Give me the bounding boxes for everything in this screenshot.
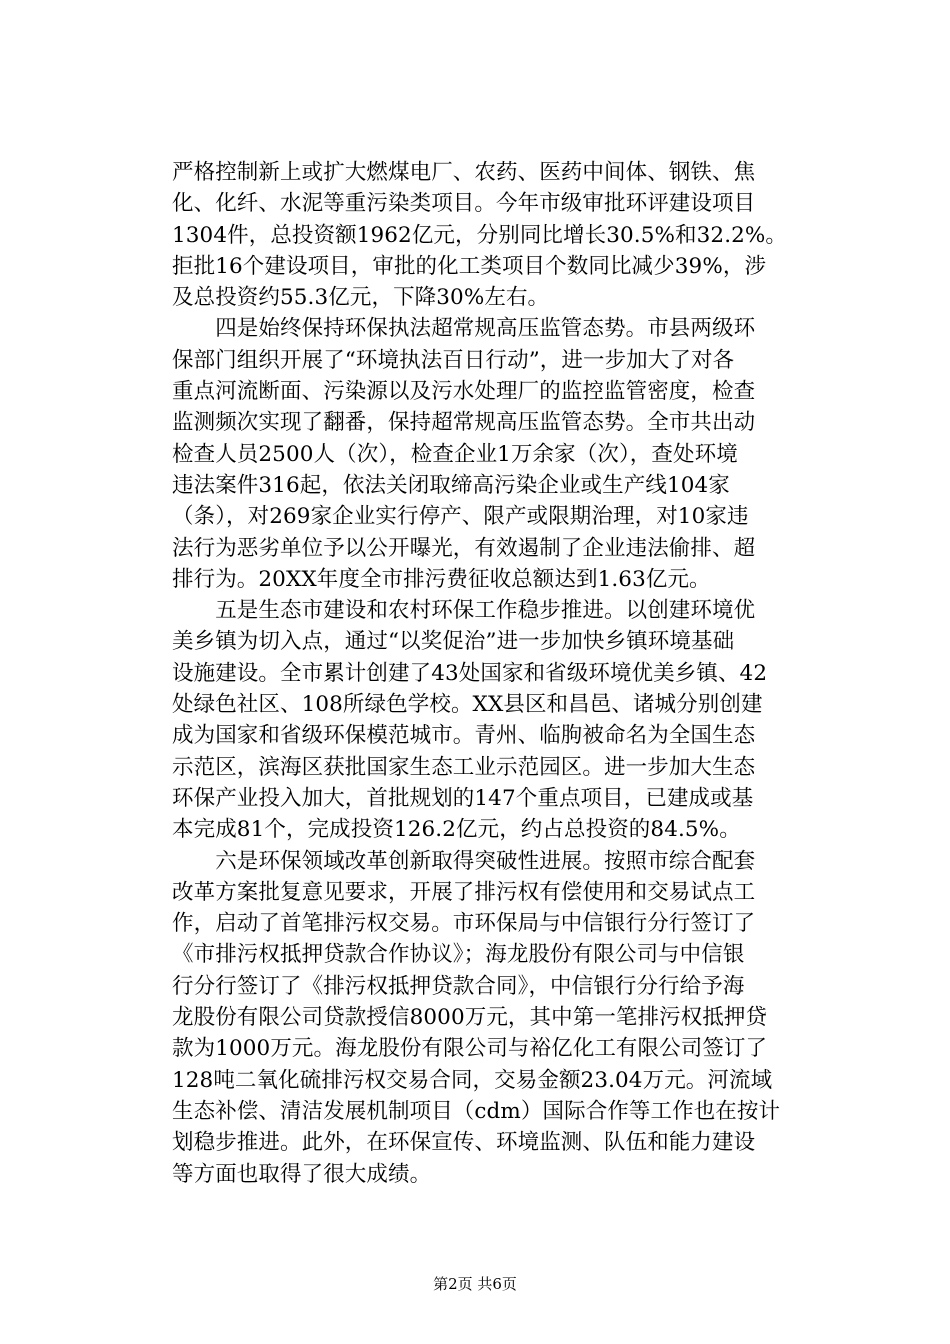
text-line: 四是始终保持环保执法超常规高压监管态势。市县两级环 <box>172 316 756 342</box>
text-line: 生态补偿、清洁发展机制项目（cdm）国际合作等工作也在按计 <box>172 1098 781 1124</box>
text-line: 五是生态市建设和农村环保工作稳步推进。以创建环境优 <box>172 598 756 624</box>
text-line: 化、化纤、水泥等重污染类项目。今年市级审批环评建设项目 <box>172 191 756 217</box>
text-line: 环保产业投入加大，首批规划的147个重点项目，已建成或基 <box>172 785 754 811</box>
text-line: 监测频次实现了翻番，保持超常规高压监管态势。全市共出动 <box>172 410 756 436</box>
text-line: 拒批16个建设项目，审批的化工类项目个数同比减少39%，涉 <box>172 253 767 279</box>
text-line: （条），对269家企业实行停产、限产或限期治理，对10家违 <box>172 504 749 530</box>
text-line: 重点河流断面、污染源以及污水处理厂的监控监管密度，检查 <box>172 379 756 405</box>
text-line: 严格控制新上或扩大燃煤电厂、农药、医药中间体、钢铁、焦 <box>172 160 756 185</box>
text-line: 成为国家和省级环保模范城市。青州、临朐被命名为全国生态 <box>172 723 756 749</box>
text-line: 检查人员2500人（次），检查企业1万余家（次），查处环境 <box>172 441 738 467</box>
text-line: 及总投资约55.3亿元，下降30%左右。 <box>172 285 550 311</box>
text-line: 美乡镇为切入点，通过“以奖促治”进一步加快乡镇环境基础 <box>172 629 735 655</box>
text-line: 划稳步推进。此外，在环保宣传、环境监测、队伍和能力建设 <box>172 1130 756 1156</box>
text-line: 本完成81个，完成投资126.2亿元，约占总投资的84.5%。 <box>172 817 741 843</box>
text-line: 改革方案批复意见要求，开展了排污权有偿使用和交易试点工 <box>172 879 756 905</box>
document-body <box>172 157 792 1190</box>
text-line: 作，启动了首笔排污权交易。市环保局与中信银行分行签订了 <box>172 911 756 937</box>
text-line: 处绿色社区、108所绿色学校。XX县区和昌邑、诸城分别创建 <box>172 692 763 718</box>
page-number-footer: 第2页 共6页 <box>433 1275 517 1293</box>
text-line: 排行为。20XX年度全市排污费征收总额达到1.63亿元。 <box>172 566 711 592</box>
text-line: 保部门组织开展了“环境执法百日行动”，进一步加大了对各 <box>172 347 735 373</box>
text-line: 《市排污权抵押贷款合作协议》；海龙股份有限公司与中信银 <box>172 942 745 968</box>
text-line: 法行为恶劣单位予以公开曝光，有效遏制了企业违法偷排、超 <box>172 535 756 561</box>
text-line: 龙股份有限公司贷款授信8000万元，其中第一笔排污权抵押贷 <box>172 1005 768 1031</box>
text-line: 设施建设。全市累计创建了43处国家和省级环境优美乡镇、42 <box>172 660 768 686</box>
text-line: 款为1000万元。海龙股份有限公司与裕亿化工有限公司签订了 <box>172 1036 768 1062</box>
text-line: 示范区，滨海区获批国家生态工业示范园区。进一步加大生态 <box>172 754 756 780</box>
text-line: 行分行签订了《排污权抵押贷款合同》，中信银行分行给予海 <box>172 973 745 999</box>
text-line: 违法案件316起，依法关闭取缔高污染企业或生产线104家 <box>172 472 730 498</box>
text-line: 等方面也取得了很大成绩。 <box>172 1161 432 1187</box>
text-line: 1304件，总投资额1962亿元，分别同比增长30.5%和32.2%。 <box>172 222 788 248</box>
text-line: 六是环保领域改革创新取得突破性进展。按照市综合配套 <box>172 848 756 874</box>
text-line: 128吨二氧化硫排污权交易合同，交易金额23.04万元。河流域 <box>172 1067 773 1093</box>
